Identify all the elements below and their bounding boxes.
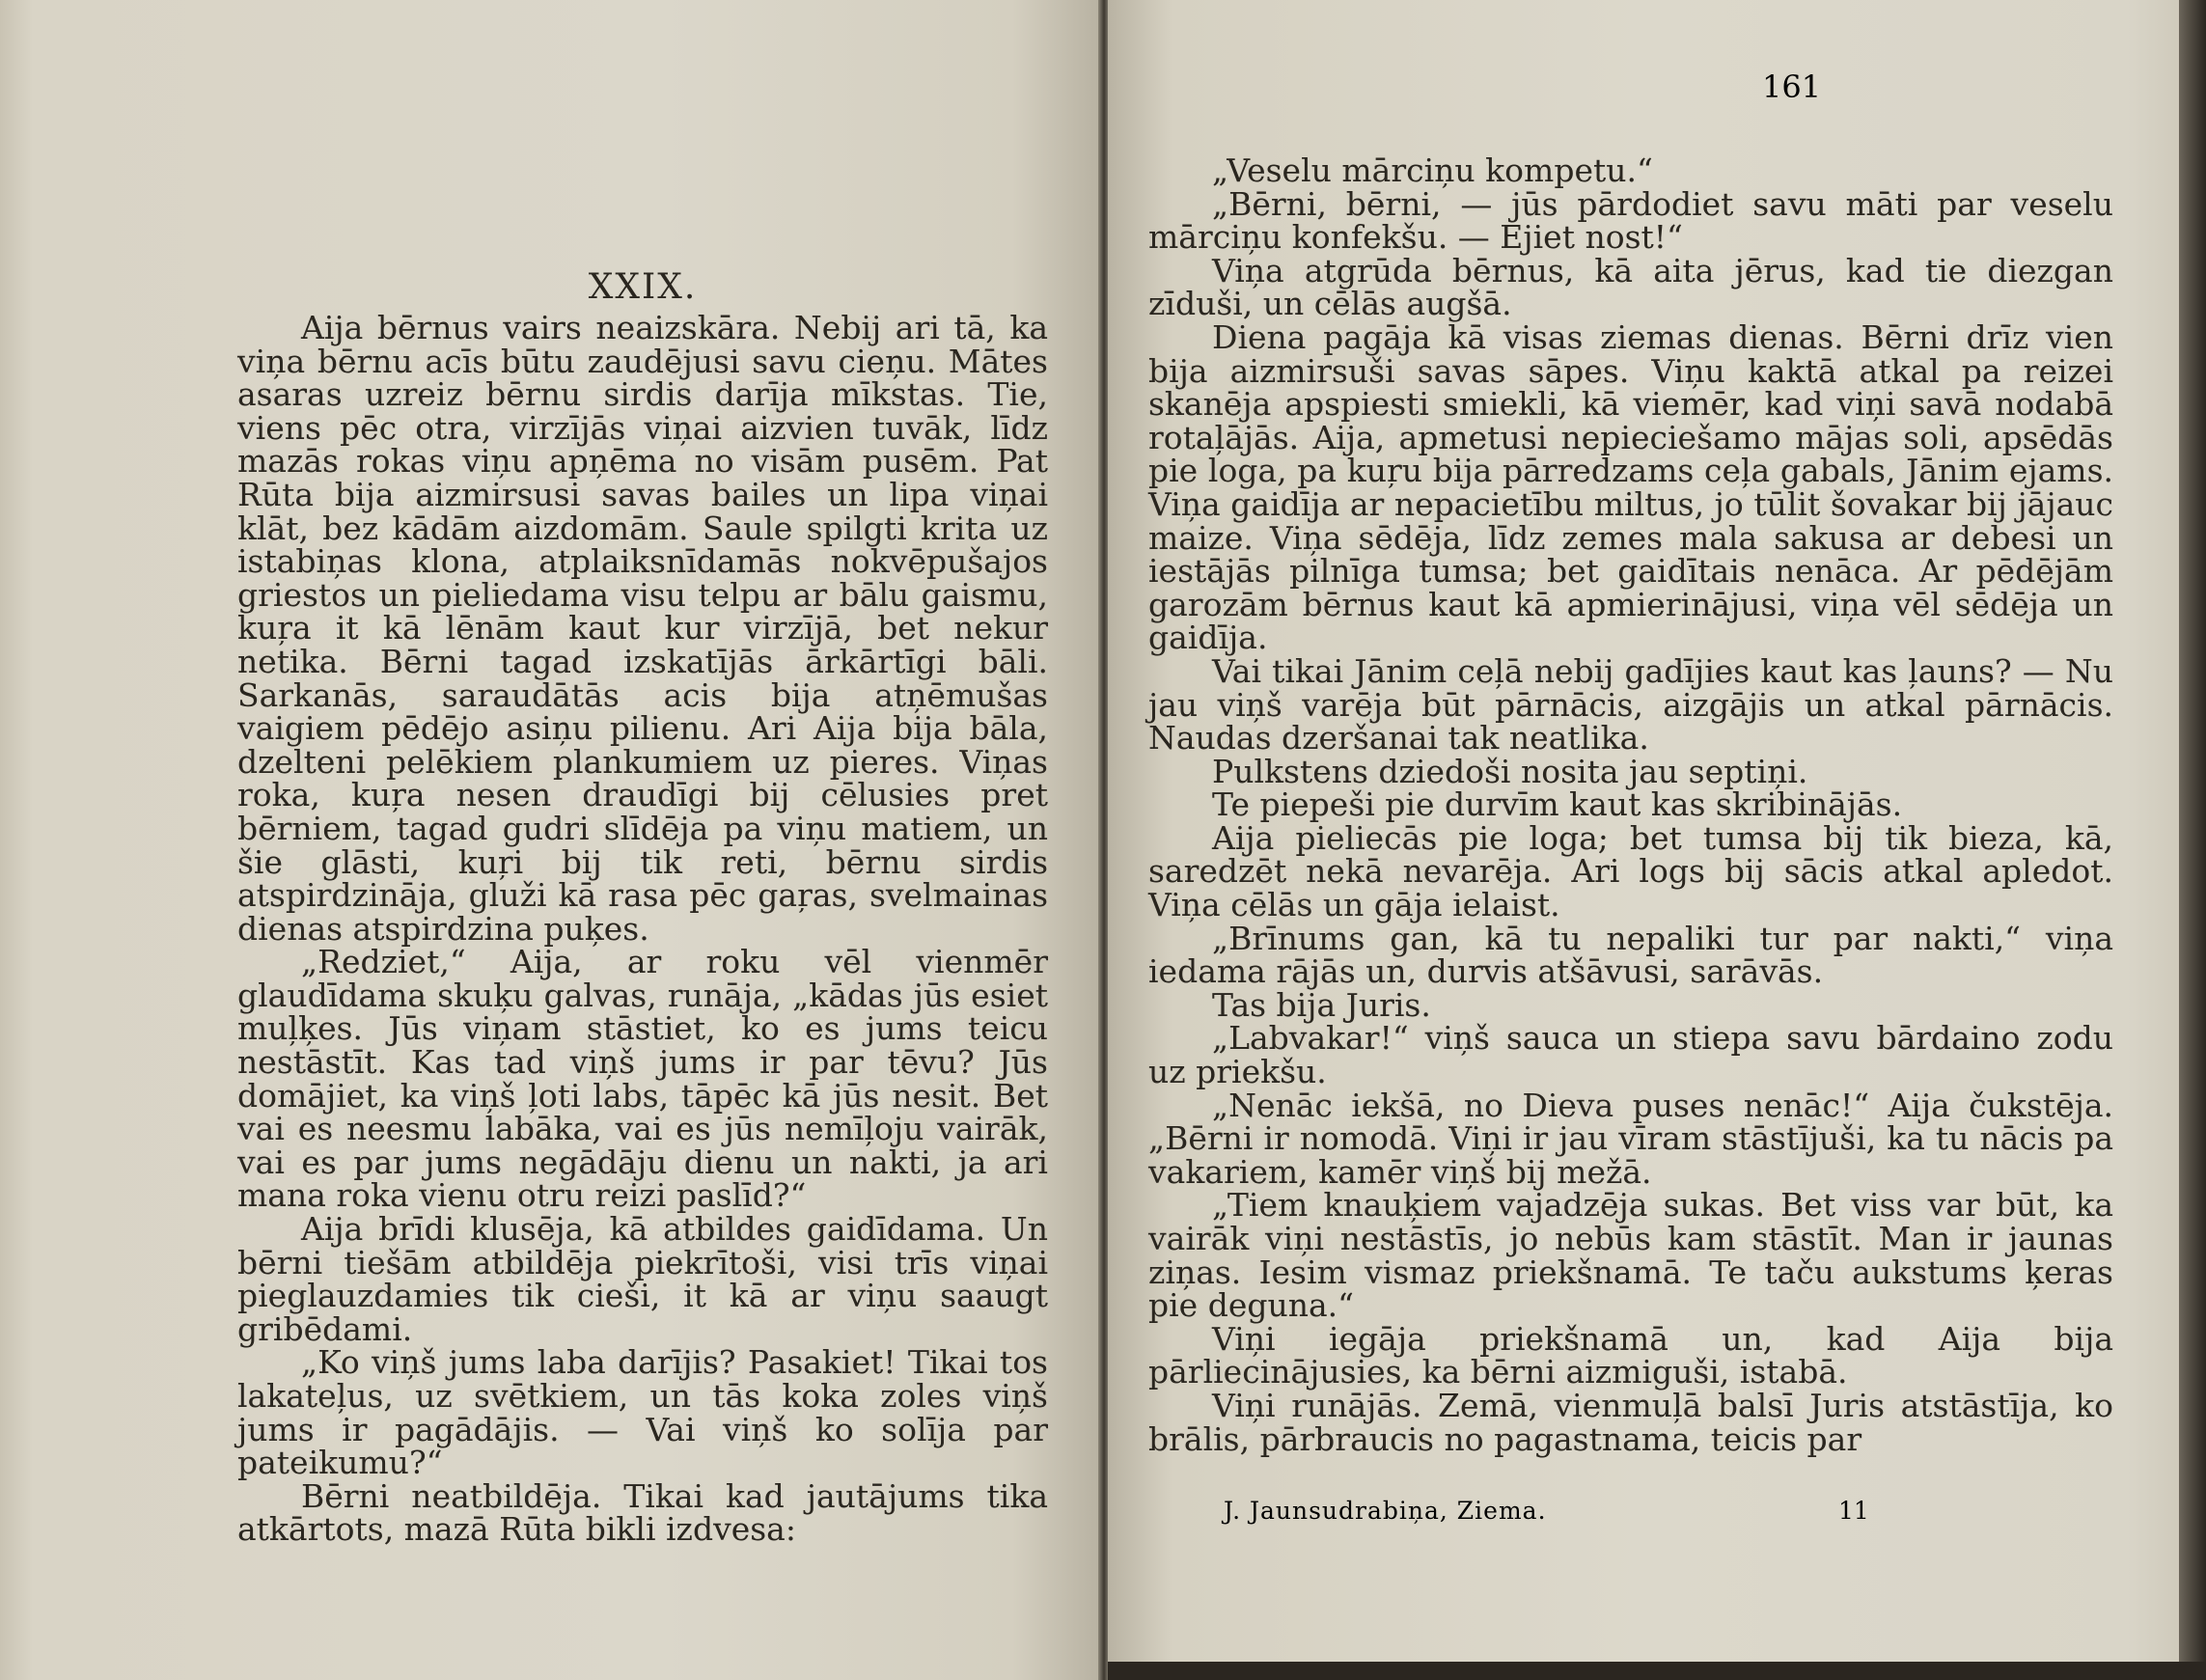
paragraph: Te piepeši pie durvīm kaut kas skribinājās. xyxy=(1212,785,1903,824)
right-page xyxy=(1108,0,2181,1680)
paragraph: „Nenāc iekšā, no Dieva puses nenāc!“ Aija čukstēja. „Bērni ir nomodā. Viņi ir jau vīram stāstījuši, ka tu nācis pa vakariem, kamēr viņš bij mežā. xyxy=(1148,1086,2113,1191)
chapter-heading: XXIX. xyxy=(588,267,698,307)
paragraph: „Labvakar!“ viņš sauca un stiepa savu bārdaino zodu uz priekšu. xyxy=(1148,1019,2113,1091)
paragraph: Viņi runājās. Zemā, vienmuļā balsī Juris atstāstīja, ko brālis, pārbraucis no pagastnama, teicis par xyxy=(1148,1386,2113,1458)
paragraph: Tas bija Juris. xyxy=(1212,985,1431,1024)
footer-signature: 11 xyxy=(1838,1497,1869,1525)
paragraph: Vai tikai Jānim ceļā nebij gadījies kaut kas ļauns? — Nu jau viņš varēja būt pārnācis, aizgājis un atkal pārnācis. Naudas dzeršanai tak neatlika. xyxy=(1148,651,2113,757)
footer-author: J. Jaunsudrabiņa, Ziema. xyxy=(1224,1497,1547,1525)
paragraph: Viņa atgrūda bērnus, kā aita jērus, kad tie diezgan zīduši, un cēlās augšā. xyxy=(1148,251,2113,323)
paragraph: Aija brīdi klusēja, kā atbildes gaidīdama. Un bērni tiešām atbildēja piekrītoši, visi trīs viņai pieglauzdamies tik cieši, it kā ar viņu saaugt gribēdami. xyxy=(237,1210,1048,1348)
paragraph: Pulkstens dziedoši nosita jau septiņi. xyxy=(1212,752,1808,790)
paragraph: „Bērni, bērni, — jūs pārdodiet savu māti par veselu mārciņu konfekšu. — Ejiet nost!“ xyxy=(1148,184,2113,257)
right-page-text xyxy=(1148,151,2113,1458)
paragraph: „Tiem knauķiem vajadzēja sukas. Bet viss var būt, ka vairāk viņi nestāstīs, jo nebūs kam stāstīt. Man ir jaunas ziņas. Iesim vismaz priekšnamā. Te taču aukstums ķeras pie deguna.“ xyxy=(1148,1186,2113,1325)
paragraph: „Redziet,“ Aija, ar roku vēl vienmēr glaudīdama skuķu galvas, runāja, „kādas jūs esiet muļķes. Jūs viņam stāstiet, ko es jums teicu nestāstīt. Kas tad viņš jums ir par tēvu? Jūs domājiet, ka viņš ļoti labs, tāpēc kā jūs nesit. Bet vai es neesmu labāka, vai es jūs nemīļoju vairāk, vai es par jums negādāju dienu un nakti, ja ari mana roka vienu otru reizi paslīd?“ xyxy=(237,943,1048,1215)
paragraph: Viņi iegāja priekšnamā un, kad Aija bija pārliecinājusies, ka bērni aizmiguši, istabā. xyxy=(1148,1319,2113,1391)
page-number: 161 xyxy=(1762,69,1822,105)
paragraph: Aija pieliecās pie loga; bet tumsa bij tik bieza, kā, saredzēt nekā nevarēja. Ari logs bij sācis atkal apledot. Viņa cēlās un gāja ielaist. xyxy=(1148,818,2113,924)
paragraph: Bērni neatbildēja. Tikai kad jautājums tika atkārtots, mazā Rūta bikli izdvesa: xyxy=(237,1476,1048,1549)
paragraph: Diena pagāja kā visas ziemas dienas. Bērni drīz vien bija aizmirsuši savas sāpes. Viņu kaktā atkal pa reizei skanēja apspiesti smiekli, kā viemēr, kad viņi savā nodabā rotaļājās. Aija, apmetusi nepieciešamo mājas soli, apsēdās pie loga, pa kuŗu bija pārredzams ceļa gabals, Jānim ejams. Viņa gaidīja ar nepacietību miltus, jo tūlit šovakar bij jājauc maize. Viņa sēdēja, līdz zemes mala sakusa ar debesi un iestājās pilnīga tumsa; bet gaidītais nenāca. Ar pēdējām garozām bērnus kaut kā apmierinājusi, viņa vēl sēdēja un gaidīja. xyxy=(1148,317,2113,657)
paragraph: Aija bērnus vairs neaizskāra. Nebij ari tā, ka viņa bērnu acīs būtu zaudējusi savu cieņu. Mātes asaras uzreiz bērnu sirdis darīja mīkstas. Tie, viens pēc otra, virzījās viņai aizvien tuvāk, līdz mazās rokas viņu apņēma no visām pusēm. Pat Rūta bija aizmirsusi savas bailes un lipa viņai klāt, bez kādām aizdomām. Saule spilgti krita uz istabiņas klona, atplaiksnīdamās nokvēpušajos griestos un pieliedama visu telpu ar bālu gaismu, kuŗa it kā lēnām kaut kur virzījā, bet nekur netika. Bērni tagad izskatījās ārkārtīgi bāli. Sarkanās, saraudātās acis bija atņēmušas vaigiem pēdējo asiņu pilienu. Ari Aija bija bāla, dzelteni pelēkiem plankumiem uz pieres. Viņas roka, kuŗa nesen draudīgi bij cēlusies pret bērniem, tagad gudri slīdēja pa viņu matiem, un šie glāsti, kuŗi bij tik reti, bērnu sirdis atspirdzināja, gluži kā rasa pēc gaŗas, svelmainas dienas atspirdzina puķes. xyxy=(237,309,1048,948)
paragraph: „Ko viņš jums laba darījis? Pasakiet! Tikai tos lakateļus, uz svētkiem, un tās koka zoles viņš jums ir pagādājis. — Vai viņš ko solīja par pateikumu?“ xyxy=(237,1343,1048,1482)
book-edge-bottom xyxy=(1108,1662,2206,1680)
left-page xyxy=(0,0,1100,1680)
book-edge xyxy=(2179,0,2206,1680)
paragraph: „Brīnums gan, kā tu nepaliki tur par nakti,“ viņa iedama rājās un, durvis atšāvusi, sarāvās. xyxy=(1148,919,2113,991)
paragraph: „Veselu mārciņu kompetu.“ xyxy=(1212,151,1653,189)
left-page-text xyxy=(237,309,1048,1549)
